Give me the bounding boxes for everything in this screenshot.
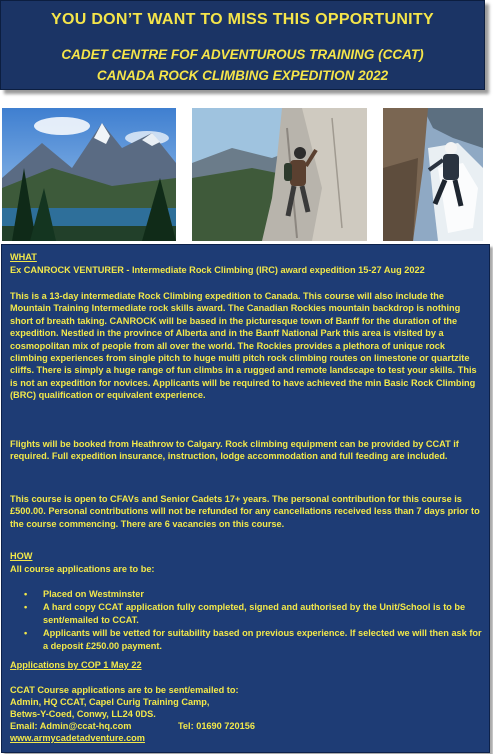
website-link[interactable]: www.armycadetadventure.com: [10, 733, 145, 743]
bullet-icon: •: [24, 602, 28, 613]
contact-line-2: Admin, HQ CCAT, Capel Curig Training Camp,: [10, 697, 210, 707]
rock-climber-photo: [192, 108, 367, 241]
what-paragraph-2: Flights will be booked from Heathrow to Calgary. Rock climbing equipment can be provided by CCAT if required. Full expedition insurance, instruction, lodge accommodation and full feeding are included.: [10, 439, 459, 462]
banner-headline: YOU DON’T WANT TO MISS THIS OPPORTUNITY: [51, 11, 434, 28]
bullet-icon: •: [24, 628, 28, 639]
list-item: [10, 588, 484, 600]
how-intro: All course applications are to be:: [10, 564, 155, 574]
banner-expedition-title: CANADA ROCK CLIMBING EXPEDITION 2022: [96, 68, 389, 83]
how-heading: HOW: [10, 551, 33, 561]
bullet-text: A hard copy CCAT application fully completed, signed and authorised by the Unit/School is to be sent/emailed to CCAT.: [43, 602, 466, 625]
waterfall-climber-photo: [383, 108, 483, 241]
what-paragraph-3: This course is open to CFAVs and Senior Cadets 17+ years. The personal contribution for this course is £500.00. Personal contributions will not be refunded for any cancellations received less than 7 days prior to the course commencing. There are 6 vacancies on this course.: [10, 494, 480, 529]
contact-line-1: CCAT Course applications are to be sent/emailed to:: [10, 685, 239, 695]
banner-subtitle: CADET CENTRE FOF ADVENTUROUS TRAINING (CCAT): [61, 47, 424, 62]
mountain-lake-photo: [2, 108, 176, 241]
what-paragraph-1: This is a 13-day intermediate Rock Climbing expedition to Canada. This course will also include the Mountain Training Intermediate rock skills award. The Canadian Rockies mountain backdrop is nothing short of breath taking. CANROCK will be based in the picturesque town of Banff for the duration of the expedition. Nestled in the province of Alberta and in the Banff National Park this area is visited by a cosmopolitan mix of people from all over the world. The Rockies provides a plethora of unique rock climbing experiences from single pitch to huge multi pitch rock climbing routes on limestone or quartzite cliffs. There is simply a huge range of fun climbs in a rugged and remote landscape to test your skills. This is not an expedition for novices. Applicants will be required to have achieved the min Basic Rock Climbing (BRC) qualification or equivalent experience.: [10, 291, 477, 401]
contact-telephone: Tel: 01690 720156: [178, 721, 255, 731]
list-item: [10, 627, 484, 652]
what-heading: WHAT: [10, 252, 37, 262]
details-panel: [1, 244, 490, 753]
bullet-icon: •: [24, 589, 28, 599]
bullet-text: Applicants will be vetted for suitability based on previous experience. If selected we will then ask for a deposit £250.00 payment.: [43, 628, 482, 651]
bullet-text: Placed on Westminster: [43, 589, 144, 599]
contact-email[interactable]: Email: Admin@ccat-hq.com: [10, 721, 132, 731]
contact-line-3: Betws-Y-Coed, Conwy, LL24 0DS.: [10, 709, 156, 719]
list-item: [10, 601, 484, 626]
what-subtitle: Ex CANROCK VENTURER - Intermediate Rock Climbing (IRC) award expedition 15-27 Aug 2022: [10, 265, 425, 275]
how-bullet-list: [10, 588, 484, 652]
application-deadline: Applications by COP 1 May 22: [10, 660, 142, 670]
header-banner: [0, 0, 485, 90]
